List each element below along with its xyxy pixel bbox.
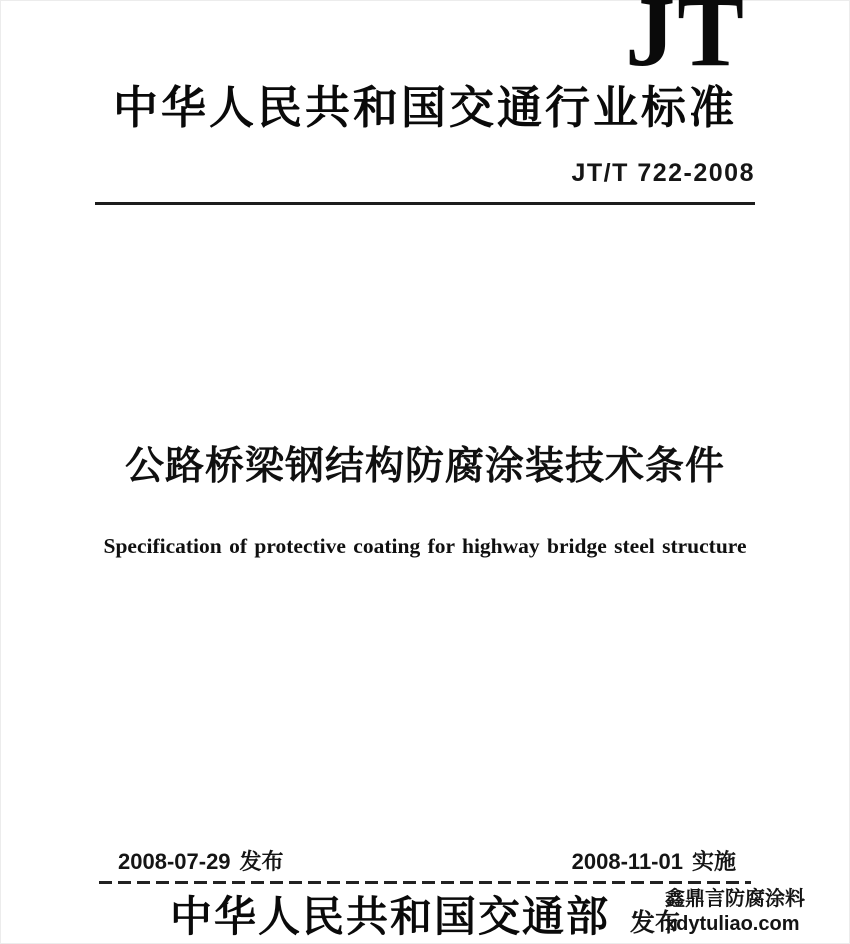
- watermark-brand-text: 鑫鼎言防腐涂料: [665, 888, 805, 910]
- jt-standard-logo: JT: [625, 0, 746, 87]
- document-title-chinese: 公路桥梁钢结构防腐涂装技术条件: [124, 445, 725, 488]
- implementation-date-item: [572, 845, 736, 876]
- footer-dashed-divider: [99, 881, 751, 884]
- issue-date-item: [118, 845, 284, 876]
- publisher-action-label: 发布: [630, 909, 681, 937]
- implementation-date-label: 实施: [691, 849, 736, 874]
- publisher-row: [95, 897, 755, 939]
- watermark-website-text: xdytuliao.com: [665, 913, 800, 935]
- header-divider-line: [95, 202, 755, 205]
- standard-number: JT/T 722-2008: [571, 159, 755, 187]
- dates-row: [118, 845, 736, 876]
- implementation-date: 2008-11-01: [571, 849, 683, 874]
- issue-date: 2008-07-29: [118, 849, 231, 874]
- watermark: [665, 887, 805, 937]
- issue-date-label: 发布: [239, 849, 284, 874]
- standard-category-title: 中华人民共和国交通行业标准: [112, 83, 737, 133]
- publisher-name: 中华人民共和国交通部: [169, 895, 610, 941]
- document-title-english: Specification of protective coating for highway bridge steel structure: [103, 534, 747, 558]
